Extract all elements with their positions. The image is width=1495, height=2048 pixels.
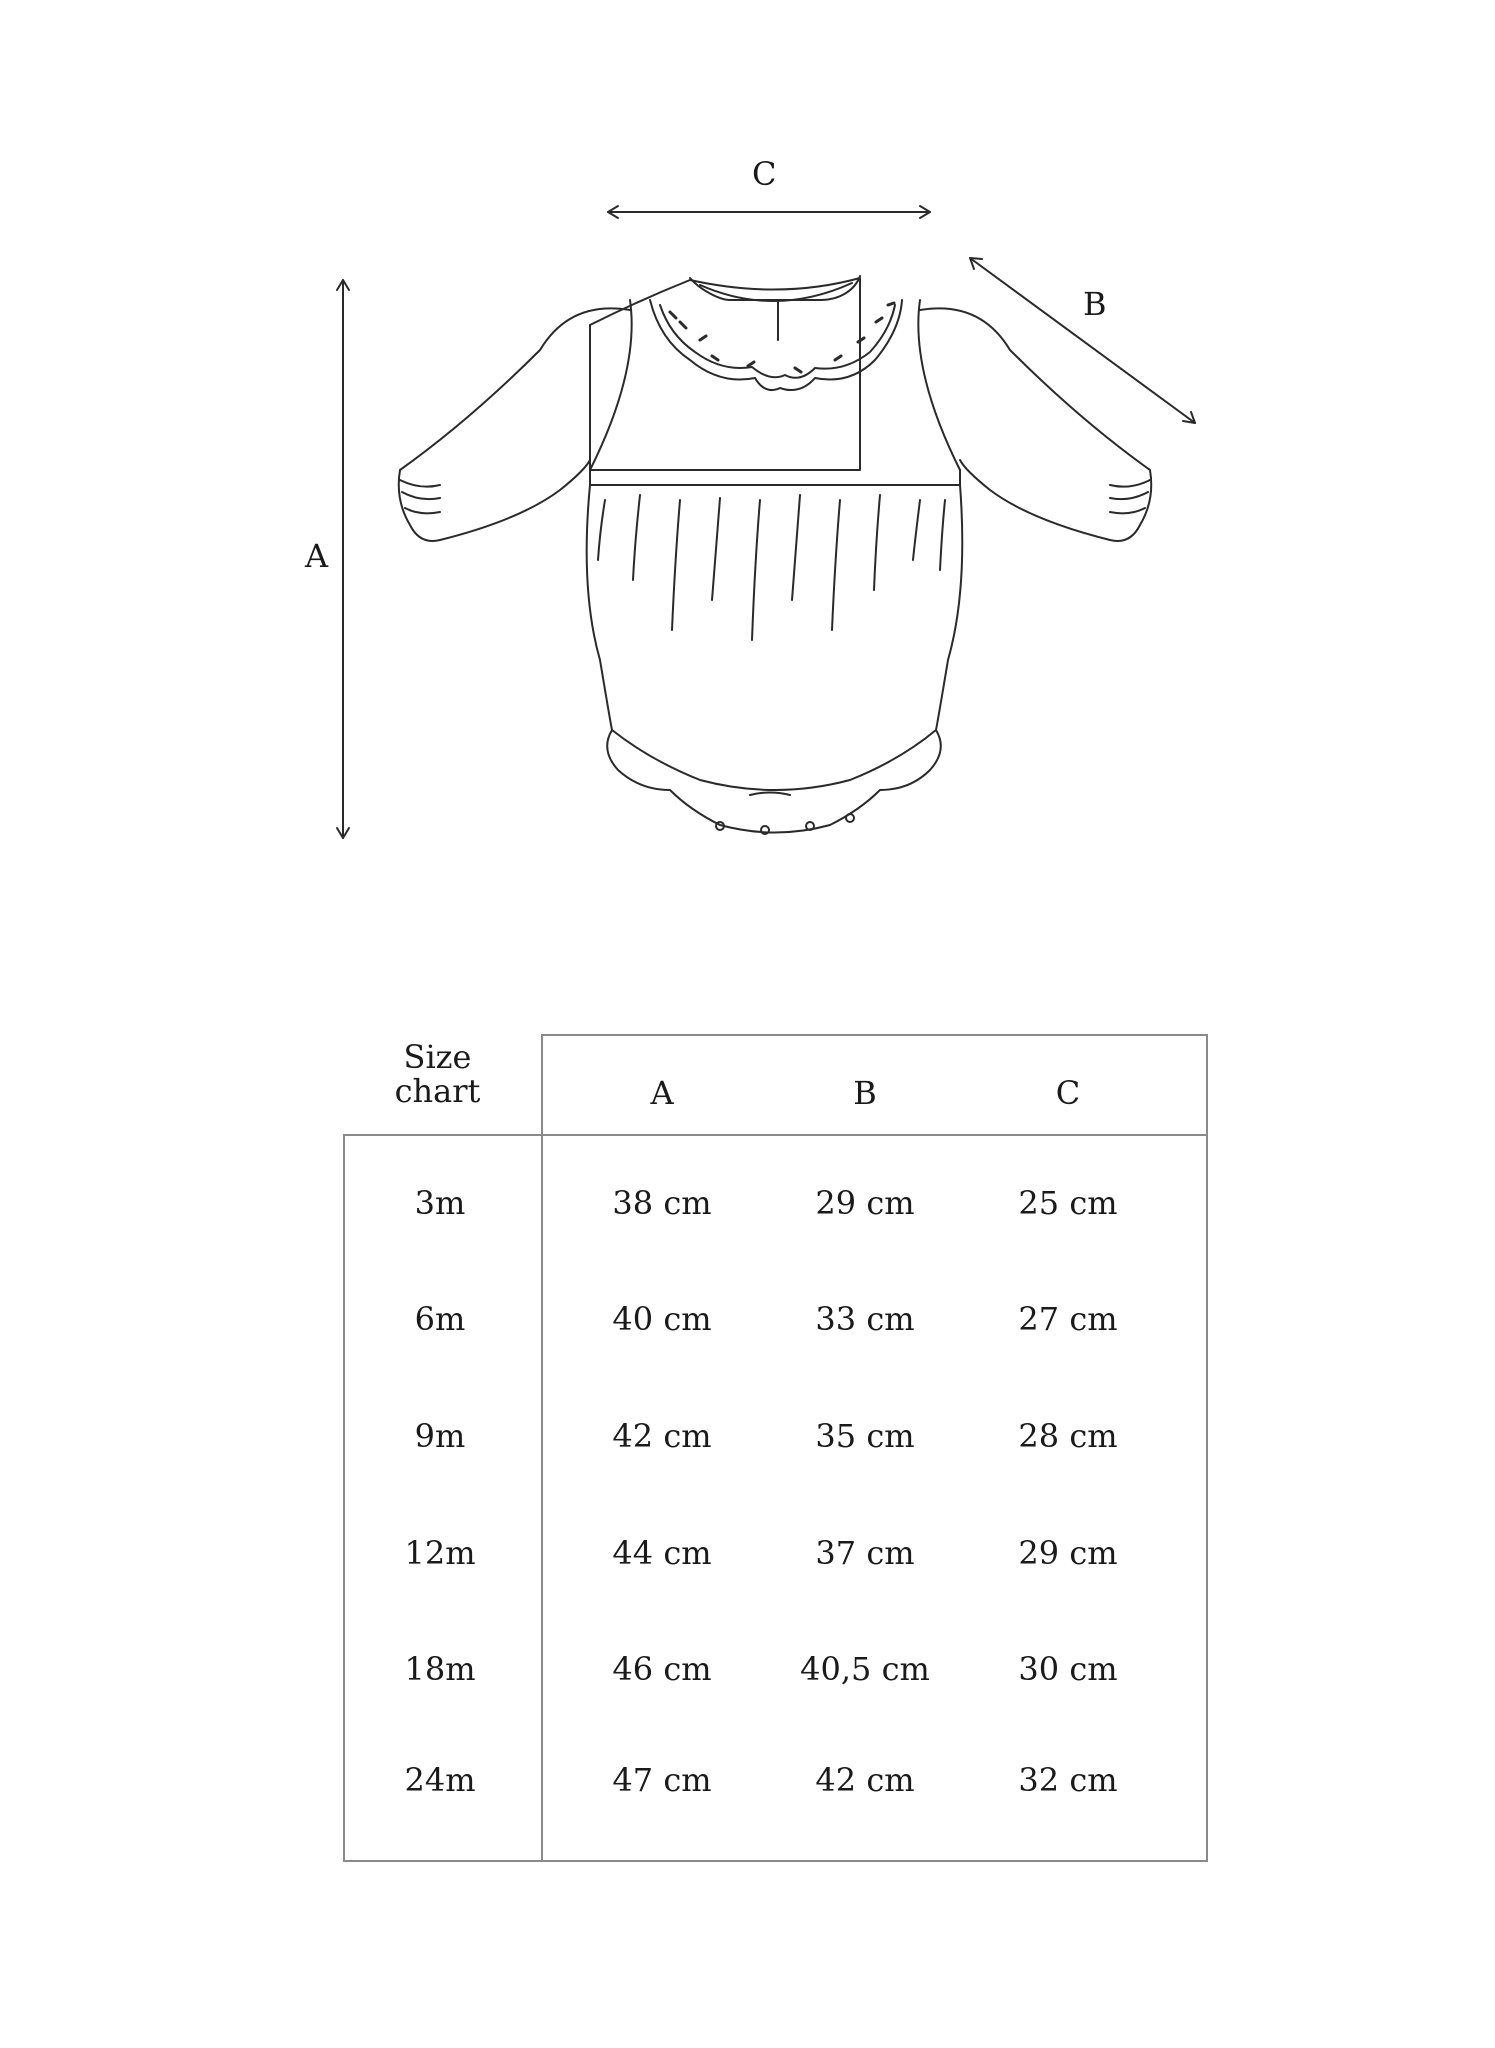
value-c-cell: 30 cm (1018, 1650, 1118, 1688)
dimension-arrow-a (337, 280, 349, 838)
size-chart-title (345, 1040, 530, 1108)
value-a-cell: 44 cm (612, 1534, 712, 1572)
value-b-cell: 40,5 cm (800, 1650, 930, 1688)
dimension-arrow-c (608, 206, 930, 218)
value-c-cell: 29 cm (1018, 1534, 1118, 1572)
value-a-cell: 42 cm (612, 1417, 712, 1455)
size-cell: 18m (404, 1650, 476, 1688)
value-c-cell: 28 cm (1018, 1417, 1118, 1455)
size-cell: 3m (414, 1184, 466, 1222)
table-row (0, 1650, 1495, 1710)
value-b-cell: 29 cm (815, 1184, 915, 1222)
value-c-cell: 25 cm (1018, 1184, 1118, 1222)
value-c-cell: 27 cm (1018, 1300, 1118, 1338)
table-row (0, 1300, 1495, 1360)
romper-illustration (0, 0, 1495, 900)
size-chart-title-line2: chart (394, 1072, 481, 1110)
table-row (0, 1534, 1495, 1594)
value-b-cell: 35 cm (815, 1417, 915, 1455)
table-row (0, 1417, 1495, 1477)
table-border-top (541, 1034, 1208, 1036)
dimension-label-a: A (305, 537, 329, 575)
value-a-cell: 46 cm (612, 1650, 712, 1688)
header-b: B (853, 1074, 877, 1112)
size-cell: 24m (404, 1761, 476, 1799)
table-header-divider (343, 1134, 1208, 1136)
value-b-cell: 37 cm (815, 1534, 915, 1572)
table-row (0, 1761, 1495, 1821)
value-c-cell: 32 cm (1018, 1761, 1118, 1799)
size-cell: 9m (414, 1417, 466, 1455)
table-row (0, 1184, 1495, 1244)
size-cell: 6m (414, 1300, 466, 1338)
value-a-cell: 38 cm (612, 1184, 712, 1222)
table-border-bottom (343, 1860, 1208, 1862)
value-b-cell: 33 cm (815, 1300, 915, 1338)
header-a: A (650, 1074, 674, 1112)
value-b-cell: 42 cm (815, 1761, 915, 1799)
dimension-label-b: B (1083, 285, 1107, 323)
dimension-label-c: C (752, 155, 777, 193)
size-chart-title-line1: Size (403, 1038, 472, 1076)
garment-diagram (0, 0, 1495, 900)
value-a-cell: 40 cm (612, 1300, 712, 1338)
value-a-cell: 47 cm (612, 1761, 712, 1799)
size-cell: 12m (404, 1534, 476, 1572)
header-c: C (1055, 1074, 1081, 1112)
